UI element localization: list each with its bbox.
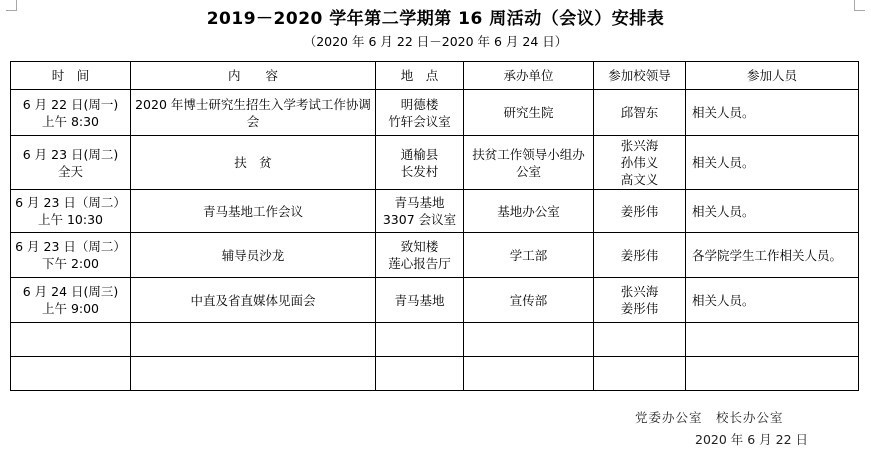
organizer-cell <box>464 233 594 278</box>
empty-cell <box>464 323 594 357</box>
date-text: 6 月 22 日(周一) <box>22 96 119 112</box>
header-participants: 参加人员 <box>686 62 859 90</box>
location-room: 莲心报告厅 <box>388 256 451 271</box>
content-cell <box>131 136 376 190</box>
leaders-cell <box>594 90 686 136</box>
content-cell <box>131 90 376 136</box>
content-text: 中直及省直媒体见面会 <box>190 292 316 308</box>
empty-cell <box>686 323 859 357</box>
document-subtitle: （2020 年 6 月 22 日－2020 年 6 月 24 日） <box>303 34 568 49</box>
leaders-cell <box>594 278 686 323</box>
empty-cell <box>376 323 464 357</box>
leaders-cell <box>594 233 686 278</box>
issuer-signature: 党委办公室 校长办公室 <box>635 410 784 425</box>
table-row <box>11 90 859 136</box>
empty-cell <box>11 357 131 391</box>
table-row <box>11 278 859 323</box>
participants-text: 相关人员。 <box>692 105 755 120</box>
table-row <box>11 136 859 190</box>
location-building: 致知楼 <box>400 239 439 254</box>
schedule-table <box>10 61 859 391</box>
organizer-text: 基地办公室 <box>497 203 560 219</box>
location-building: 青马基地 <box>394 292 445 308</box>
participants-text: 相关人员。 <box>692 292 755 308</box>
content-cell <box>131 190 376 233</box>
header-organizer: 承办单位 <box>464 62 594 90</box>
empty-cell <box>376 357 464 391</box>
organizer-cell <box>464 278 594 323</box>
participants-cell <box>686 190 859 233</box>
participants-cell <box>686 90 859 136</box>
empty-cell <box>686 357 859 391</box>
location-building: 明德楼 <box>400 96 439 112</box>
location-room: 长发村 <box>400 163 439 179</box>
table-header-row <box>11 62 859 90</box>
empty-cell <box>464 357 594 391</box>
organizer-text: 研究生院 <box>503 105 554 120</box>
location-cell <box>376 190 464 233</box>
participants-cell <box>686 278 859 323</box>
time-cell <box>11 90 131 136</box>
participants-text: 各学院学生工作相关人员。 <box>692 247 843 263</box>
location-cell <box>376 90 464 136</box>
date-text: 6 月 23 日（周二） <box>15 195 126 210</box>
table-row <box>11 233 859 278</box>
content-text: 青马基地工作会议 <box>202 203 303 219</box>
empty-cell <box>594 357 686 391</box>
content-cell <box>131 233 376 278</box>
time-text: 上午 8:30 <box>41 113 100 129</box>
participants-text: 相关人员。 <box>692 203 755 219</box>
header-content: 内 容 <box>131 62 376 90</box>
location-room: 竹轩会议室 <box>388 113 451 129</box>
issue-date: 2020 年 6 月 22 日 <box>695 432 809 447</box>
table-row-empty <box>11 323 859 357</box>
participants-cell <box>686 233 859 278</box>
organizer-cell <box>464 136 594 190</box>
header-leaders: 参加校领导 <box>594 62 686 90</box>
header-location: 地 点 <box>376 62 464 90</box>
content-text: 辅导员沙龙 <box>221 247 285 263</box>
content-cell <box>131 278 376 323</box>
leaders-cell <box>594 190 686 233</box>
leader-name: 姜彤伟 <box>620 203 659 219</box>
time-text: 全天 <box>57 163 83 179</box>
time-cell <box>11 190 131 233</box>
location-cell <box>376 136 464 190</box>
date-text: 6 月 24 日(周三) <box>22 284 119 299</box>
leader-name: 张兴海 <box>620 138 659 153</box>
empty-cell <box>594 323 686 357</box>
organizer-cell <box>464 190 594 233</box>
organizer-text: 宣传部 <box>509 292 548 308</box>
location-room: 3307 会议室 <box>382 212 457 227</box>
time-cell <box>11 278 131 323</box>
leaders-cell <box>594 136 686 190</box>
organizer-text: 学工部 <box>509 247 548 263</box>
location-building: 青马基地 <box>394 195 445 210</box>
time-cell <box>11 136 131 190</box>
date-text: 6 月 23 日(周二) <box>22 146 119 162</box>
leader-name: 高文义 <box>620 172 659 187</box>
empty-cell <box>11 323 131 357</box>
leader-name: 邱智东 <box>620 105 659 120</box>
table-row-empty <box>11 357 859 391</box>
location-cell <box>376 278 464 323</box>
content-text: 2020 年博士研究生招生入学考试工作协调会 <box>135 96 371 129</box>
empty-cell <box>131 323 376 357</box>
header-time: 时 间 <box>11 62 131 90</box>
table-row <box>11 190 859 233</box>
time-text: 上午 9:00 <box>41 301 100 316</box>
participants-cell <box>686 136 859 190</box>
date-text: 6 月 23 日（周二） <box>15 239 126 254</box>
leader-name: 姜彤伟 <box>620 247 659 263</box>
empty-cell <box>131 357 376 391</box>
organizer-text: 扶贫工作领导小组办公室 <box>472 146 585 179</box>
location-building: 通榆县 <box>400 146 439 162</box>
leader-name: 孙伟义 <box>620 155 659 170</box>
time-text: 上午 10:30 <box>38 212 103 227</box>
time-cell <box>11 233 131 278</box>
document-title: 2019－2020 学年第二学期第 16 周活动（会议）安排表 <box>206 9 665 29</box>
organizer-cell <box>464 90 594 136</box>
location-cell <box>376 233 464 278</box>
participants-text: 相关人员。 <box>692 155 755 170</box>
leader-name: 张兴海 <box>620 284 659 299</box>
content-text: 扶 贫 <box>234 155 272 170</box>
time-text: 下午 2:00 <box>41 256 100 271</box>
leader-name: 姜彤伟 <box>620 301 659 316</box>
